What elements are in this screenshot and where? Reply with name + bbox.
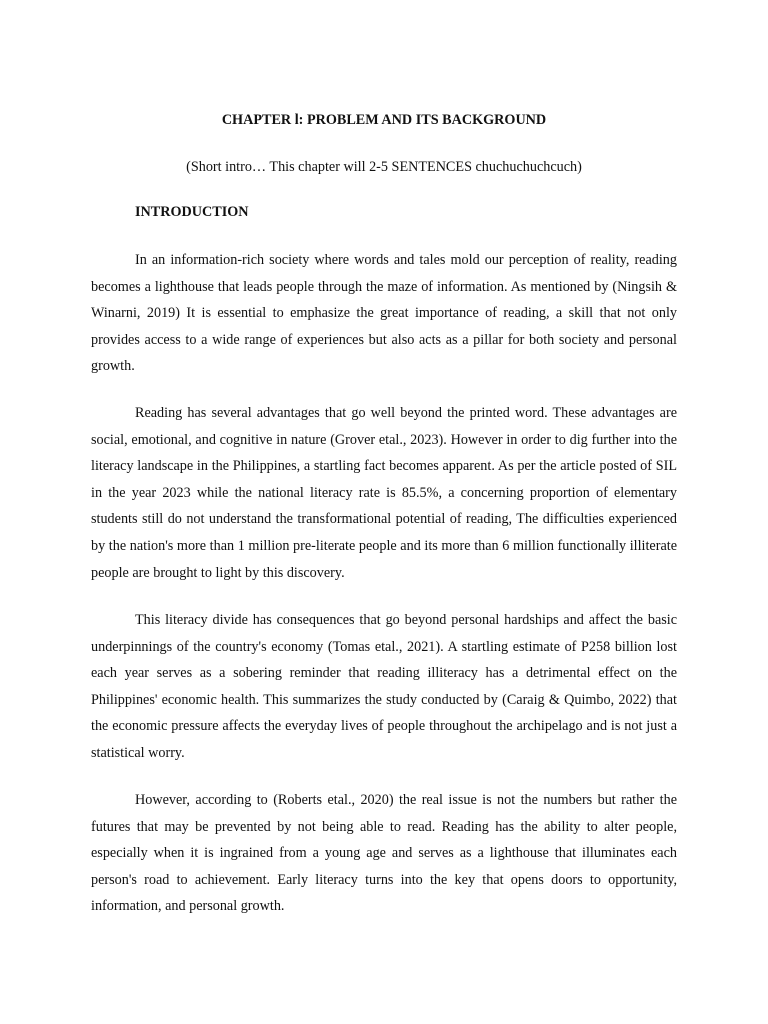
short-intro: (Short intro… This chapter will 2-5 SENTENCES chuchuchuchcuch) bbox=[186, 159, 582, 175]
paragraph-2: Reading has several advantages that go well beyond the printed word. These advantages are social, emotional, and cognitive in nature (Grover etal., 2023). However in order to dig further into the literacy landscape in the Philippines, a startling fact becomes apparent. As per the article posted of SIL in the year 2023 while the national literacy rate is 85.5%, a concerning proportion of elementary students still do not understand the transformational potential of reading, The difficulties experienced by the nation's more than 1 million pre-literate people and its more than 6 million functionally illiterate people are brought to light by this discovery. bbox=[91, 405, 677, 581]
paragraph-1: In an information-rich society where words and tales mold our perception of reality, reading becomes a lighthouse that leads people through the maze of information. As mentioned by (Ningsih & Winarni, 2019) It is essential to emphasize the great importance of reading, a skill that not only provides access to a wide range of experiences but also acts as a pillar for both society and personal growth. bbox=[91, 252, 677, 375]
chapter-title: CHAPTER l: PROBLEM AND ITS BACKGROUND bbox=[221, 112, 547, 128]
paragraph-3: This literacy divide has consequences that go beyond personal hardships and affect the basic underpinnings of the country's economy (Tomas etal., 2021). A startling estimate of P258 billion lost each year serves as a sobering reminder that reading illiteracy has a detrimental effect on the Philippines' economic health. This summarizes the study conducted by (Caraig & Quimbo, 2022) that the economic pressure affects the everyday lives of people throughout the archipelago and is not just a statistical worry. bbox=[91, 612, 677, 761]
section-heading-introduction: INTRODUCTION bbox=[135, 204, 249, 220]
paragraph-4: However, according to (Roberts etal., 2020) the real issue is not the numbers but rather the futures that may be prevented by not being able to read. Reading has the ability to alter people, especially when it is ingrained from a young age and serves as a lighthouse that illuminates each person's road to achievement. Early literacy turns into the key that opens doors to opportunity, information, and personal growth. bbox=[91, 792, 677, 915]
